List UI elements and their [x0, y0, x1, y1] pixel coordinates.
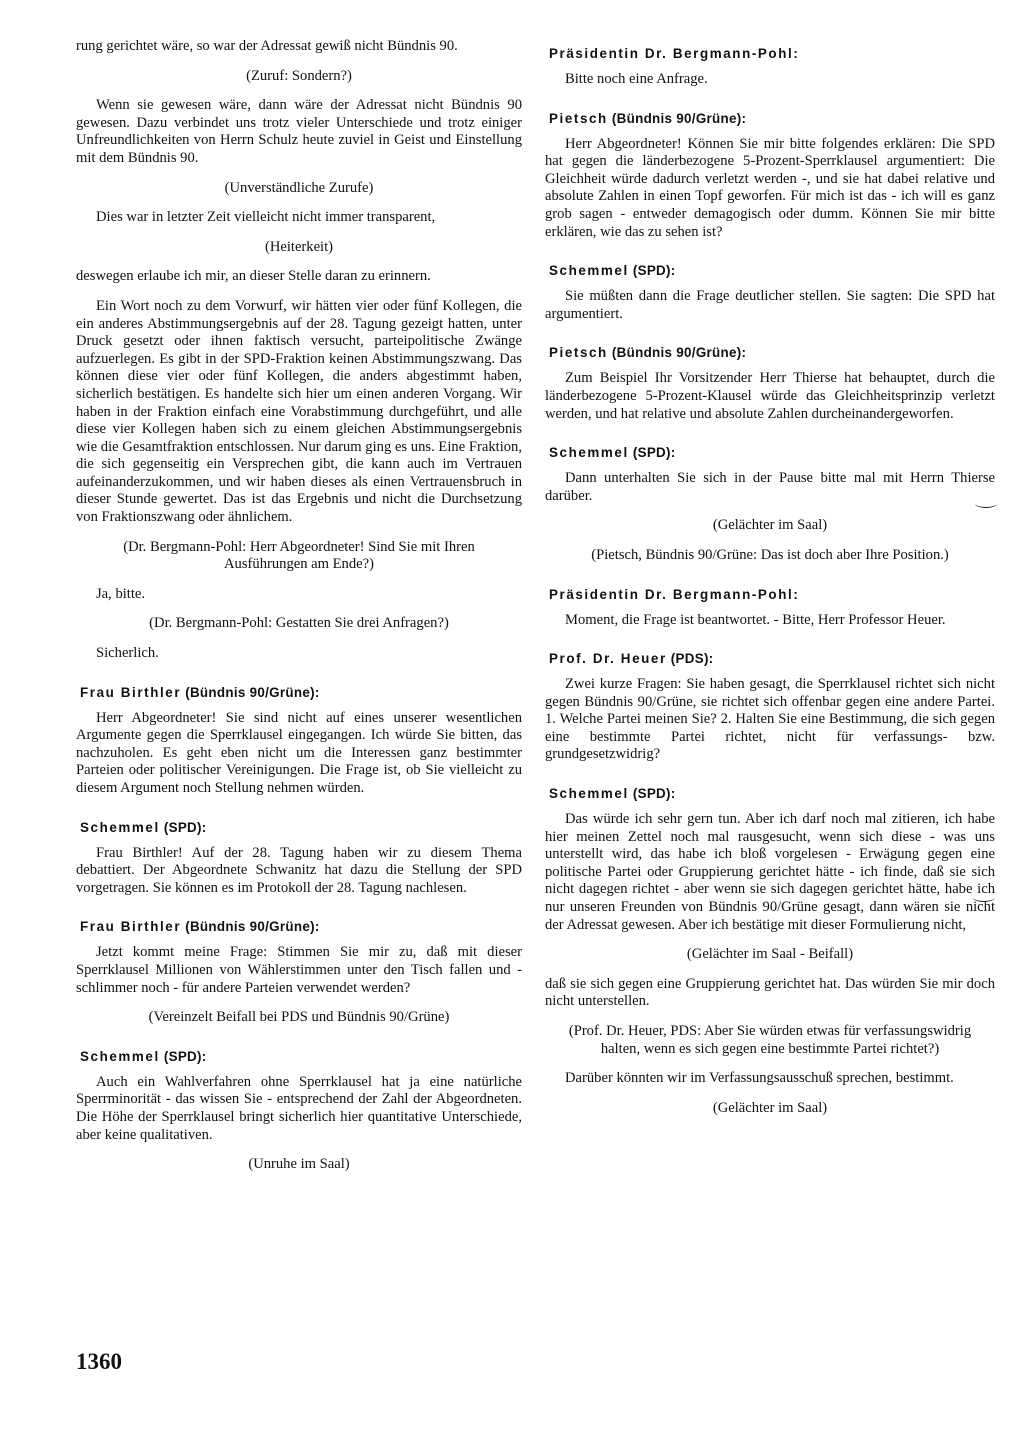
paragraph: Frau Birthler! Auf der 28. Tagung haben wir zu diesem Thema debattiert. Der Abgeordnete Schwanitz hat dazu die Stellung der SPD vorgetragen. Sie können es im Protokoll der 28. Tagung nachlesen.	[76, 844, 522, 896]
speaker-name: Schemmel	[80, 1048, 160, 1064]
speaker-heading	[549, 786, 995, 801]
speaker-name: Präsidentin Dr. Bergmann-Pohl:	[549, 46, 800, 61]
speaker-heading	[549, 263, 995, 278]
speaker-party: (PDS):	[670, 651, 714, 667]
paragraph: daß sie sich gegen eine Gruppierung gerichtet hat. Das würden Sie mir doch nicht unterstellen.	[545, 975, 995, 1010]
paragraph: Darüber könnten wir im Verfassungsausschuß sprechen, bestimmt.	[565, 1070, 954, 1087]
interjection: (Dr. Bergmann-Pohl: Herr Abgeordneter! Sind Sie mit Ihren Ausführungen am Ende?)	[123, 538, 475, 573]
left-column	[76, 38, 522, 1186]
speaker-heading	[549, 587, 995, 602]
speaker-heading	[80, 820, 522, 835]
speaker-heading	[80, 685, 522, 700]
interjection: (Prof. Dr. Heuer, PDS: Aber Sie würden etwas für verfassungswidrig halten, wenn es sich gegen eine bestimmte Partei richtet?)	[568, 1023, 972, 1057]
speaker-heading	[80, 919, 522, 934]
interjection: (Gelächter im Saal)	[712, 517, 828, 534]
interjection: (Pietsch, Bündnis 90/Grüne: Das ist doch aber Ihre Position.)	[591, 546, 949, 563]
interjection: (Zuruf: Sondern?)	[246, 67, 352, 84]
speaker-name: Pietsch	[549, 110, 608, 126]
speaker-name: Prof. Dr. Heuer	[549, 651, 667, 667]
interjection: (Gelächter im Saal - Beifall)	[686, 946, 854, 963]
paragraph: Dann unterhalten Sie sich in der Pause bitte mal mit Herrn Thierse darüber.	[545, 470, 995, 504]
speaker-name: Schemmel	[80, 819, 160, 835]
paragraph: Jetzt kommt meine Frage: Stimmen Sie mir zu, daß mit dieser Sperrklausel Millionen von Wählerstimmen unter den Tisch fallen und - schlimmer noch - für andere Parteien verwendet werden?	[76, 944, 522, 996]
speaker-heading	[549, 46, 995, 61]
speaker-name: Frau Birthler	[80, 684, 182, 700]
paragraph: Bitte noch eine Anfrage.	[565, 71, 708, 87]
page-number: 1360	[76, 1349, 122, 1374]
speaker-heading	[80, 1049, 522, 1064]
speaker-name: Schemmel	[549, 445, 629, 461]
paragraph: rung gerichtet wäre, so war der Adressat gewiß nicht Bündnis 90.	[76, 38, 458, 54]
speaker-heading	[549, 651, 995, 666]
paragraph: Wenn sie gewesen wäre, dann wäre der Adressat nicht Bündnis 90 gewesen. Dazu verbindet uns trotz vieler Unterschiede und trotz einiger Unfreundlichkeiten von Herrn Schulz heute zuviel in Geist und Einstellung mit dem Bündnis 90.	[76, 97, 522, 166]
speaker-name: Pietsch	[549, 345, 608, 361]
speaker-heading	[549, 445, 995, 460]
interjection: (Heiterkeit)	[264, 238, 334, 255]
paragraph: Zum Beispiel Ihr Vorsitzender Herr Thierse hat behauptet, durch die länderbezogene 5-Prozent-Klausel würde das Gleichheitsprinzip verletzt werden, und hat relative und absolute Zahlen durcheinandergeworfen.	[545, 370, 995, 422]
paragraph: Ja, bitte.	[96, 585, 146, 602]
right-column	[545, 38, 995, 1129]
interjection: (Unverständliche Zurufe)	[224, 179, 374, 196]
speaker-party: (SPD):	[163, 1048, 207, 1064]
speaker-name: Präsidentin Dr. Bergmann-Pohl:	[549, 586, 800, 602]
paragraph: Zwei kurze Fragen: Sie haben gesagt, die Sperrklausel richtet sich nicht gegen Bündnis 90/Grüne, sie richtet sich offenbar gegen eine andere Partei. 1. Welche Partei meinen Sie? 2. Halten Sie eine Bestimmung, die sich gegen eine bestimmte Partei richtet, nicht für verfassungs- bzw. grundgesetzwidrig?	[545, 676, 995, 763]
speaker-name: Schemmel	[549, 786, 629, 802]
interjection: (Dr. Bergmann-Pohl: Gestatten Sie drei Anfragen?)	[149, 615, 449, 632]
speaker-party: (Bündnis 90/Grüne):	[611, 345, 747, 361]
speaker-name: Schemmel	[549, 263, 629, 279]
speaker-party: (SPD):	[632, 786, 676, 802]
paragraph: Sie müßten dann die Frage deutlicher stellen. Sie sagten: Die SPD hat argumentiert.	[545, 288, 995, 322]
paragraph: Sicherlich.	[96, 645, 159, 662]
speaker-party: (SPD):	[632, 445, 676, 461]
speaker-party: (Bündnis 90/Grüne):	[185, 684, 320, 700]
interjection: (Vereinzelt Beifall bei PDS und Bündnis 90/Grüne)	[148, 1009, 450, 1026]
paragraph: Ein Wort noch zu dem Vorwurf, wir hätten vier oder fünf Kollegen, die ein anderes Abstimmungsergebnis auf der 28. Tagung gezeigt hatten, unter Druck gesetzt oder ihnen faktisch versucht, parteipolitische Zwänge aufzuerlegen. Es gibt in der SPD-Fraktion keinen Abstimmungszwang. Das können diese vier oder fünf Kollegen, die anders abgestimmt haben, sicherlich bestätigen. Es handelte sich hier um einen anderen Vorgang. Wir haben in der Fraktion einfach eine Vorabstimmung durchgeführt, und alle diese vier Kollegen haben sich zu einem gleichen Abstimmungsergebnis wie die Gesamtfraktion entschlossen. Nur darum ging es uns. Eine Fraktion, die sich gegenseitig ein Versprechen gibt, die kann auch im Vertrauen aufeinanderzukommen, und wir haben dieses als einen Vertrauensbruch in dieser Stunde gewertet. Das ist das Ergebnis und nicht die Durchsetzung von Fraktionszwang oder ähnlichem.	[76, 297, 522, 526]
paragraph: Dies war in letzter Zeit vielleicht nicht immer transparent,	[96, 209, 436, 226]
speaker-party: (SPD):	[632, 263, 676, 279]
speaker-party: (Bündnis 90/Grüne):	[185, 919, 320, 935]
speaker-party: (Bündnis 90/Grüne):	[611, 110, 747, 126]
paragraph: Das würde ich sehr gern tun. Aber ich darf noch mal zitieren, ich habe hier meinen Zettel noch mal rausgesucht, wenn sich diese - was uns unterstellt wird, das habe ich bloß vorgelesen - Erwägung gegen eine politische Partei oder Gruppierung gerichtet hätte - ich finde, daß sie sich nicht dagegen richtet - aber wenn sie sich dagegen gerichtet hätte, habe ich nur unseren Freunden von Bündnis 90/Grüne gesagt, dann wären sie nicht der Adressat gewesen. Aber ich bestätige mit dieser Formulierung nicht,	[545, 811, 995, 933]
paragraph: Moment, die Frage ist beantwortet. - Bitte, Herr Professor Heuer.	[565, 611, 946, 628]
speaker-heading	[549, 111, 995, 126]
margin-mark	[975, 499, 997, 508]
paragraph: Herr Abgeordneter! Sie sind nicht auf eines unserer wesentlichen Argumente gegen die Sperrklausel eingegangen. Ich würde Sie bitten, das nachzuholen. Es geht eben nicht um die Interessen ganz bestimmter Parteien oder politischer Vereinigungen. Die Frage ist, ob Sie vielleicht zu diesem Argument noch Stellung nehmen würden.	[76, 709, 522, 796]
paragraph: Herr Abgeordneter! Können Sie mir bitte folgendes erklären: Die SPD hat gegen die länderbezogene 5-Prozent-Sperrklausel argumentiert: Die Gleichheit würde dadurch verletzt werden -, und sie hat dabei relative und absolute Zahlen in einen Topf geworfen. Für mich ist das - ich will es ganz grob sagen - entweder demagogisch oder dumm. Können Sie mir bitte erklären, wie das zu sehen ist?	[545, 135, 995, 240]
speaker-party: (SPD):	[163, 819, 207, 835]
speaker-name: Frau Birthler	[80, 919, 182, 935]
paragraph: deswegen erlaube ich mir, an dieser Stelle daran zu erinnern.	[76, 268, 431, 285]
interjection: (Gelächter im Saal)	[712, 1099, 828, 1116]
interjection: (Unruhe im Saal)	[248, 1156, 350, 1173]
paragraph: Auch ein Wahlverfahren ohne Sperrklausel hat ja eine natürliche Sperrminorität - das wissen Sie - entsprechend der Zahl der Abgeordneten. Die Höhe der Sperrklausel bringt sicherlich hier quantitative Unterschiede, aber keine qualitativen.	[76, 1073, 522, 1143]
margin-mark	[973, 893, 995, 902]
speaker-heading	[549, 345, 995, 360]
